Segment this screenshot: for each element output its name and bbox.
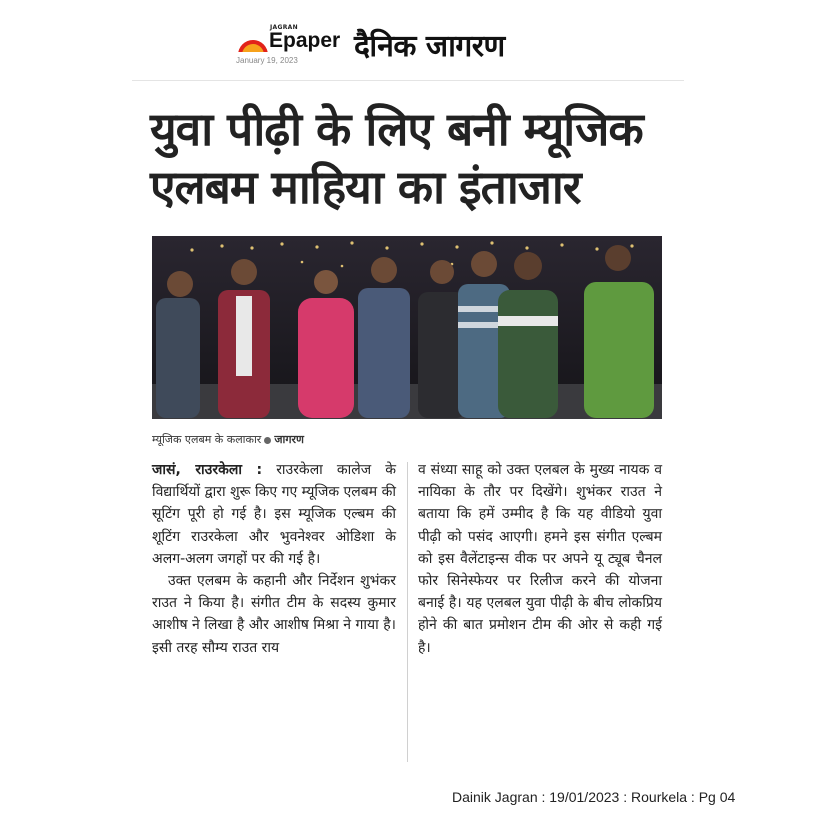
article-paragraph-3: व संध्या साहू को उक्त एलबल के मुख्य नायक व नायिका के तौर पर दिखेंगे। शुभंकर राउत ने बताया कि हमें उम्मीद है कि यह वीडियो युवा पीढ़ी को पसंद आएगी। हमने इस संगीत एल्बम को इस वैलेंटाइन्स वीक पर अपने यू ट्यूब चैनल फोर सिनेस्फेयर पर रिलीज करने की योजना बनाई है। यह एलबल युवा पीढ़ी के बीच लोकप्रिय होने की बात प्रमोशन टीम की ओर से कही गई है। (418, 462, 662, 656)
article-paragraph-2: उक्त एलबम के कहानी और निर्देशन शुभंकर राउत ने किया है। संगीत टीम के सदस्य कुमार आशीष ने लिखा है और आशीष मिश्रा ने गाया है। इसी तरह सौम्य राउत राय (152, 573, 396, 656)
article-column-2 (418, 459, 662, 659)
edition-date: January 19, 2023 (236, 56, 298, 65)
article-column-1 (152, 459, 396, 659)
epaper-logo-text: Epaper (269, 29, 341, 52)
group-photo (152, 236, 662, 419)
photo-caption (152, 432, 304, 447)
masthead (236, 22, 566, 70)
caption-text: म्यूजिक एलबम के कलाकार (152, 433, 262, 446)
article-paragraph-1 (152, 459, 396, 570)
sun-logo-icon (236, 34, 270, 56)
paragraph-1-text: राउरकेला कालेज के विद्यार्थियों द्वारा शुरू किए गए म्यूजिक एलबम की सूटिंग पूरी हो गई है। इस म्यूजिक एल्बम की शूटिंग राउरकेला और भुवनेश्वर ओडिशा के अलग-अलग जगहों पर की गई है। (152, 462, 397, 567)
brand-small-label: JAGRAN (270, 24, 298, 31)
group-photo-illustration (152, 236, 662, 419)
page-footer: Dainik Jagran : 19/01/2023 : Rourkela : Pg 04 (452, 789, 736, 805)
masthead-divider (132, 80, 684, 81)
newspaper-title: दैनिक जागरण (354, 29, 505, 64)
column-divider (407, 462, 408, 762)
article-headline: युवा पीढ़ी के लिए बनी म्यूजिक एलबम माहिया का इंताजार (150, 102, 643, 214)
caption-dot-icon (264, 437, 271, 444)
dateline: जासं, राउरकेला : (152, 462, 263, 478)
caption-brand: जागरण (274, 433, 304, 446)
